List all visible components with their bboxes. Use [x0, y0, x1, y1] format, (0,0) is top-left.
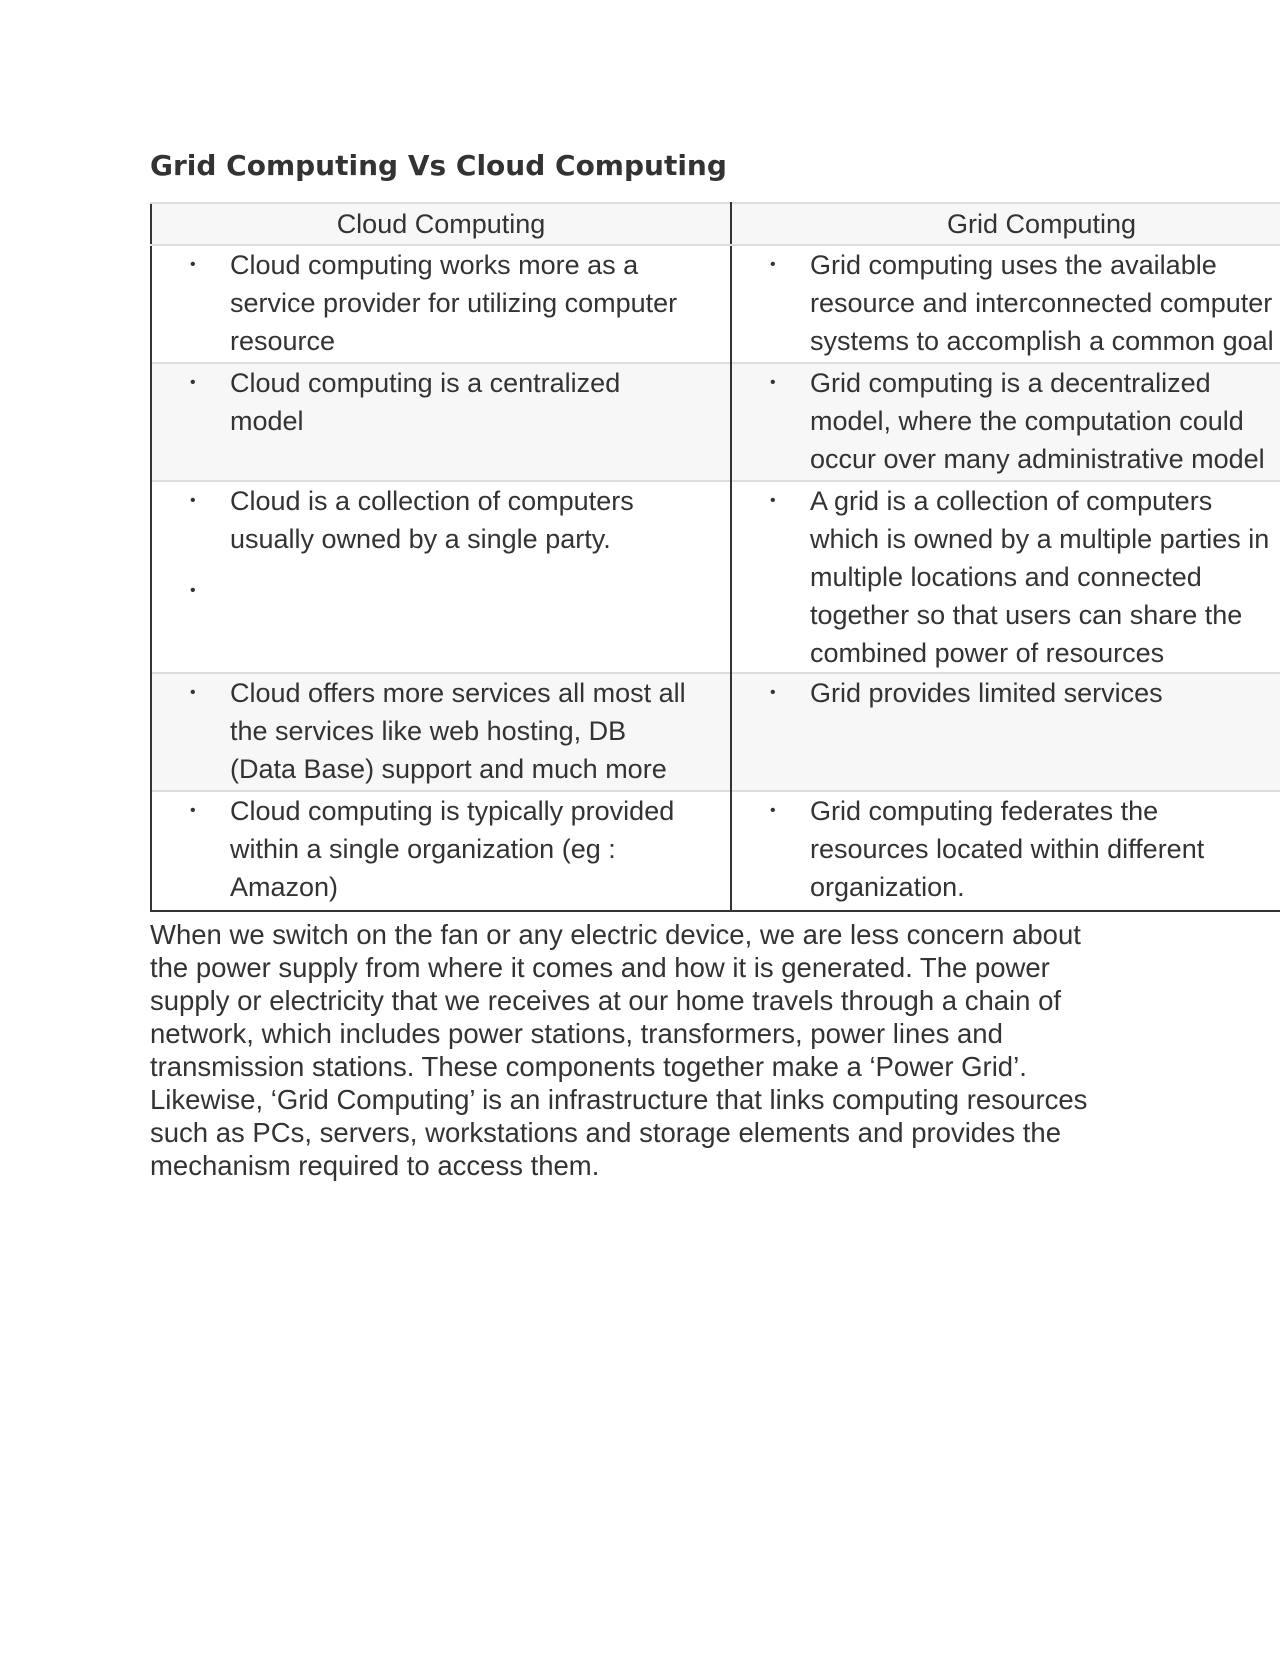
list-item-continuation: (Data Base) support and much more	[230, 754, 667, 784]
list-item-continuation: resource	[230, 326, 336, 356]
list-item: • Grid computing federates the	[732, 792, 1280, 830]
bullet-icon: •	[190, 374, 196, 391]
list-item-continuation: model	[230, 406, 304, 436]
bullet-icon: •	[770, 492, 776, 509]
bullet-list	[732, 674, 1280, 712]
header-grid-computing: Grid Computing	[731, 203, 1280, 245]
list-item: • Grid computing is a decentralized	[732, 364, 1280, 402]
table-row	[151, 481, 1280, 673]
grid-cell	[731, 245, 1280, 363]
comparison-table	[150, 202, 1280, 912]
grid-cell	[731, 363, 1280, 481]
bullet-list	[732, 246, 1280, 360]
list-item-continuation: the services like web hosting, DB	[230, 716, 627, 746]
body-paragraph: When we switch on the fan or any electric device, we are less concern about the power supply from where it comes and how it is generated. The power supply or electricity that we receives at our home travels through a chain of network, which includes power stations, transformers, power lines and transmission stations. These components together make a ‘Power Grid’. Likewise, ‘Grid Computing’ is an infrastructure that links computing resources such as PCs, servers, workstations and storage elements and provides the mechanism required to access them.	[150, 919, 1088, 1181]
cloud-cell	[151, 673, 731, 791]
bullet-list	[152, 792, 730, 906]
list-item: • Grid computing uses the available	[732, 246, 1280, 284]
grid-cell	[731, 791, 1280, 911]
bullet-list	[152, 364, 730, 440]
cloud-cell	[151, 245, 731, 363]
table-row	[151, 245, 1280, 363]
table-header-row	[151, 203, 1280, 245]
list-item: • Cloud computing is a centralized	[152, 364, 730, 402]
list-item-continuation: organization.	[810, 872, 965, 902]
list-item-continuation: Amazon)	[230, 872, 339, 902]
list-item-continuation: service provider for utilizing computer	[230, 288, 678, 318]
list-item-continuation: combined power of resources	[810, 638, 1165, 668]
cloud-cell	[151, 363, 731, 481]
bullet-icon: •	[770, 802, 776, 819]
bullet-icon: •	[770, 374, 776, 391]
bullet-list	[732, 792, 1280, 906]
list-item: • A grid is a collection of computers	[732, 482, 1280, 520]
bullet-icon: •	[190, 256, 196, 273]
list-item-continuation: systems to accomplish a common goal	[810, 326, 1274, 356]
bullet-icon: •	[190, 582, 196, 599]
list-item: • Grid provides limited services	[732, 674, 1280, 712]
table-row	[151, 791, 1280, 911]
comparison-table-container	[150, 202, 1280, 912]
list-item-continuation: resource and interconnected computer	[810, 288, 1273, 318]
bullet-icon: •	[770, 684, 776, 701]
bullet-icon: •	[190, 492, 196, 509]
list-item-continuation: which is owned by a multiple parties in	[810, 524, 1270, 554]
bullet-list	[732, 482, 1280, 672]
bullet-list	[732, 364, 1280, 478]
bullet-icon: •	[770, 256, 776, 273]
list-item-continuation: resources located within different	[810, 834, 1205, 864]
list-item-continuation: multiple locations and connected	[810, 562, 1202, 592]
table-row	[151, 673, 1280, 791]
grid-cell	[731, 481, 1280, 673]
list-item: • Cloud offers more services all most all	[152, 674, 730, 712]
list-item: • Cloud computing is typically provided	[152, 792, 730, 830]
list-item-empty	[152, 558, 730, 599]
bullet-icon: •	[190, 684, 196, 701]
header-cloud-computing: Cloud Computing	[151, 203, 731, 245]
bullet-list	[152, 482, 730, 599]
table-row	[151, 363, 1280, 481]
list-item-continuation: within a single organization (eg :	[230, 834, 616, 864]
bullet-list	[152, 246, 730, 360]
list-item-continuation: usually owned by a single party.	[230, 524, 611, 554]
list-item: • Cloud is a collection of computers	[152, 482, 730, 520]
list-item: • Cloud computing works more as a	[152, 246, 730, 284]
grid-cell	[731, 673, 1280, 791]
document-title: Grid Computing Vs Cloud Computing	[150, 149, 727, 182]
list-item-continuation: occur over many administrative model	[810, 444, 1265, 474]
bullet-icon: •	[190, 802, 196, 819]
cloud-cell	[151, 791, 731, 911]
bullet-list	[152, 674, 730, 788]
list-item-continuation: model, where the computation could	[810, 406, 1244, 436]
list-item-continuation: together so that users can share the	[810, 600, 1243, 630]
cloud-cell	[151, 481, 731, 673]
